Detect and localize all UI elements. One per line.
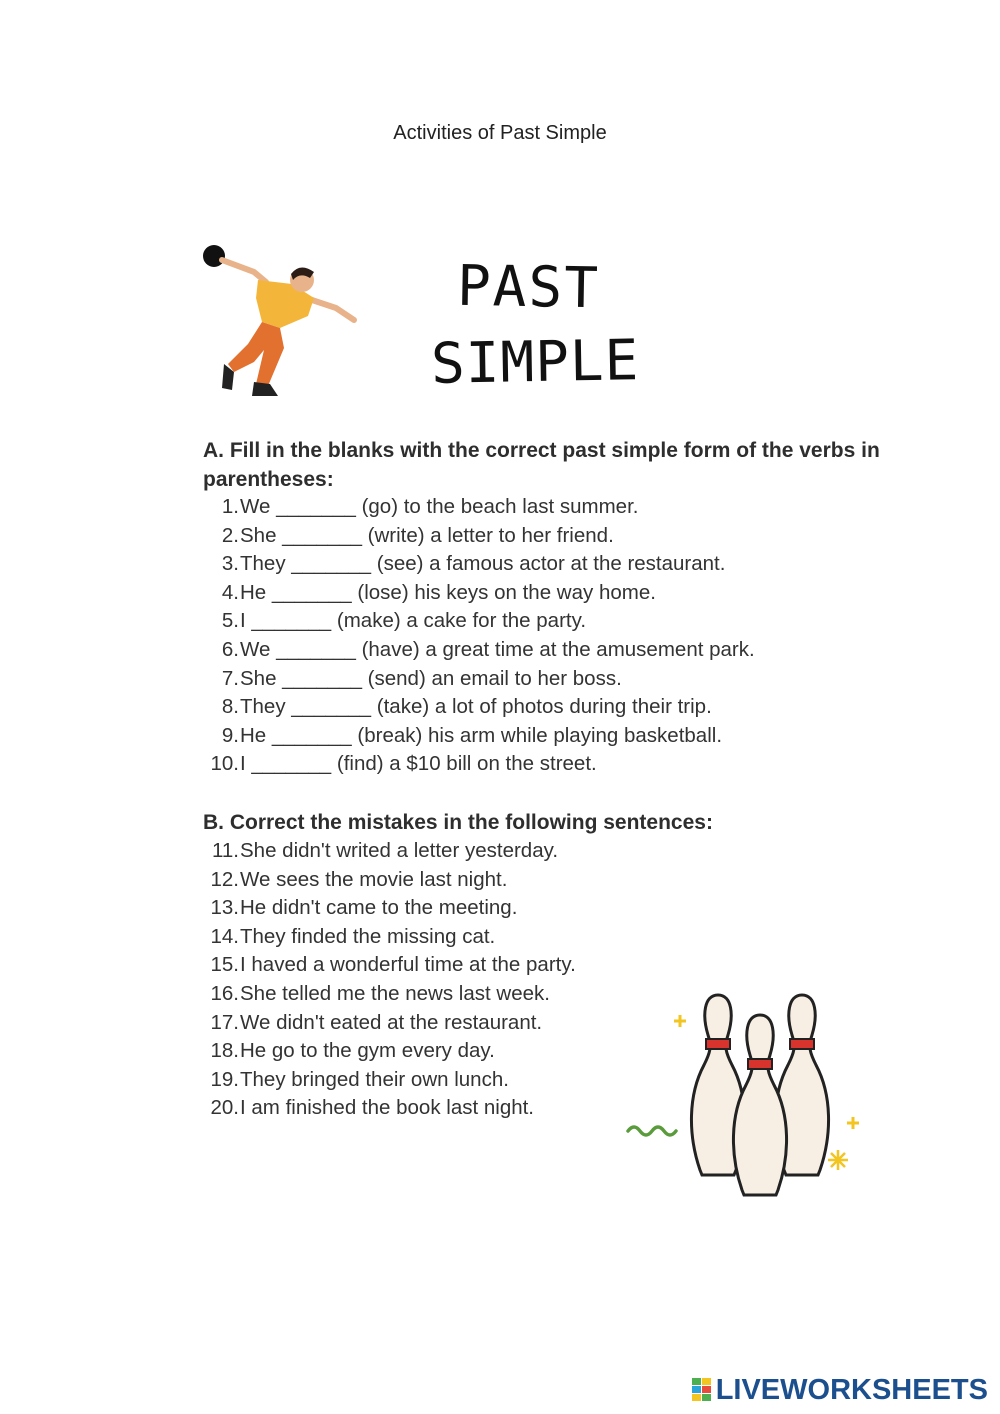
item-number: 8. <box>221 695 239 719</box>
item-text: She _______ (write) a letter to her friend. <box>240 523 614 547</box>
item-number: 9. <box>221 723 239 747</box>
item-text: We _______ (go) to the beach last summer. <box>240 495 639 518</box>
section-a-heading: A. Fill in the blanks with the correct past simple form of the verbs in parentheses: <box>203 439 880 491</box>
item-number: 19. <box>210 1067 239 1091</box>
liveworksheets-logo <box>692 1373 988 1407</box>
list-item <box>203 693 755 722</box>
item-number: 6. <box>221 637 239 661</box>
section-b-heading: B. Correct the mistakes in the following sentences: <box>203 811 713 834</box>
list-item <box>203 894 576 923</box>
page-title: Activities of Past Simple <box>393 122 607 144</box>
item-number: 4. <box>221 580 239 604</box>
hero-title <box>425 255 675 405</box>
item-number: 20. <box>210 1096 239 1120</box>
item-text: I _______ (make) a cake for the party. <box>240 609 587 633</box>
item-number: 10. <box>210 752 239 776</box>
item-number: 11. <box>212 839 239 862</box>
liveworksheets-logo-text: LIVEWORKSHEETS <box>715 1373 988 1406</box>
item-text: They _______ (see) a famous actor at the restaurant. <box>240 552 726 576</box>
item-text: She _______ (send) an email to her boss. <box>240 666 622 690</box>
hero-title-line1: PAST <box>456 253 601 322</box>
item-text: We _______ (have) a great time at the amusement park. <box>240 637 755 661</box>
item-text: He _______ (lose) his keys on the way home. <box>240 580 656 604</box>
list-item <box>203 923 576 952</box>
item-number: 18. <box>210 1039 239 1063</box>
item-text: She didn't writed a letter yesterday. <box>240 839 559 862</box>
list-item <box>203 1066 576 1095</box>
item-number: 16. <box>210 981 239 1005</box>
section-a-list <box>203 493 755 779</box>
item-number: 15. <box>210 953 239 977</box>
list-item <box>203 1037 576 1066</box>
list-item <box>203 1009 576 1038</box>
list-item <box>203 522 755 551</box>
item-text: I am finished the book last night. <box>240 1096 535 1120</box>
hero-title-line2: SIMPLE <box>430 328 640 397</box>
item-number: 1. <box>221 495 239 518</box>
liveworksheets-logo-icon <box>692 1378 712 1402</box>
item-number: 5. <box>221 609 239 633</box>
item-number: 7. <box>221 666 239 690</box>
list-item <box>203 636 755 665</box>
item-number: 3. <box>221 552 239 576</box>
item-text: We didn't eated at the restaurant. <box>240 1010 543 1034</box>
list-item <box>203 837 576 866</box>
list-item <box>203 579 755 608</box>
item-number: 14. <box>210 924 239 948</box>
list-item <box>203 866 576 895</box>
list-item <box>203 665 755 694</box>
item-number: 13. <box>210 896 239 920</box>
item-text: They bringed their own lunch. <box>240 1067 509 1091</box>
bowling-pins-illustration <box>620 985 870 1200</box>
item-text: I _______ (find) a $10 bill on the street. <box>240 752 597 776</box>
bowler-illustration <box>196 236 366 406</box>
item-text: They _______ (take) a lot of photos during their trip. <box>240 695 712 719</box>
item-text: I haved a wonderful time at the party. <box>240 953 576 977</box>
list-item <box>203 607 755 636</box>
item-text: He didn't came to the meeting. <box>240 896 518 920</box>
item-text: He go to the gym every day. <box>240 1039 495 1063</box>
list-item <box>203 1094 576 1123</box>
item-text: She telled me the news last week. <box>240 981 550 1005</box>
item-number: 12. <box>210 867 239 891</box>
list-item <box>203 550 755 579</box>
item-text: They finded the missing cat. <box>240 924 496 948</box>
item-number: 2. <box>221 523 239 547</box>
list-item <box>203 493 755 522</box>
item-text: We sees the movie last night. <box>240 867 508 891</box>
list-item <box>203 980 576 1009</box>
item-text: He _______ (break) his arm while playing basketball. <box>240 723 723 747</box>
item-number: 17. <box>210 1010 239 1034</box>
list-item <box>203 951 576 980</box>
list-item <box>203 750 755 779</box>
section-b-list <box>203 837 576 1123</box>
list-item <box>203 722 755 751</box>
